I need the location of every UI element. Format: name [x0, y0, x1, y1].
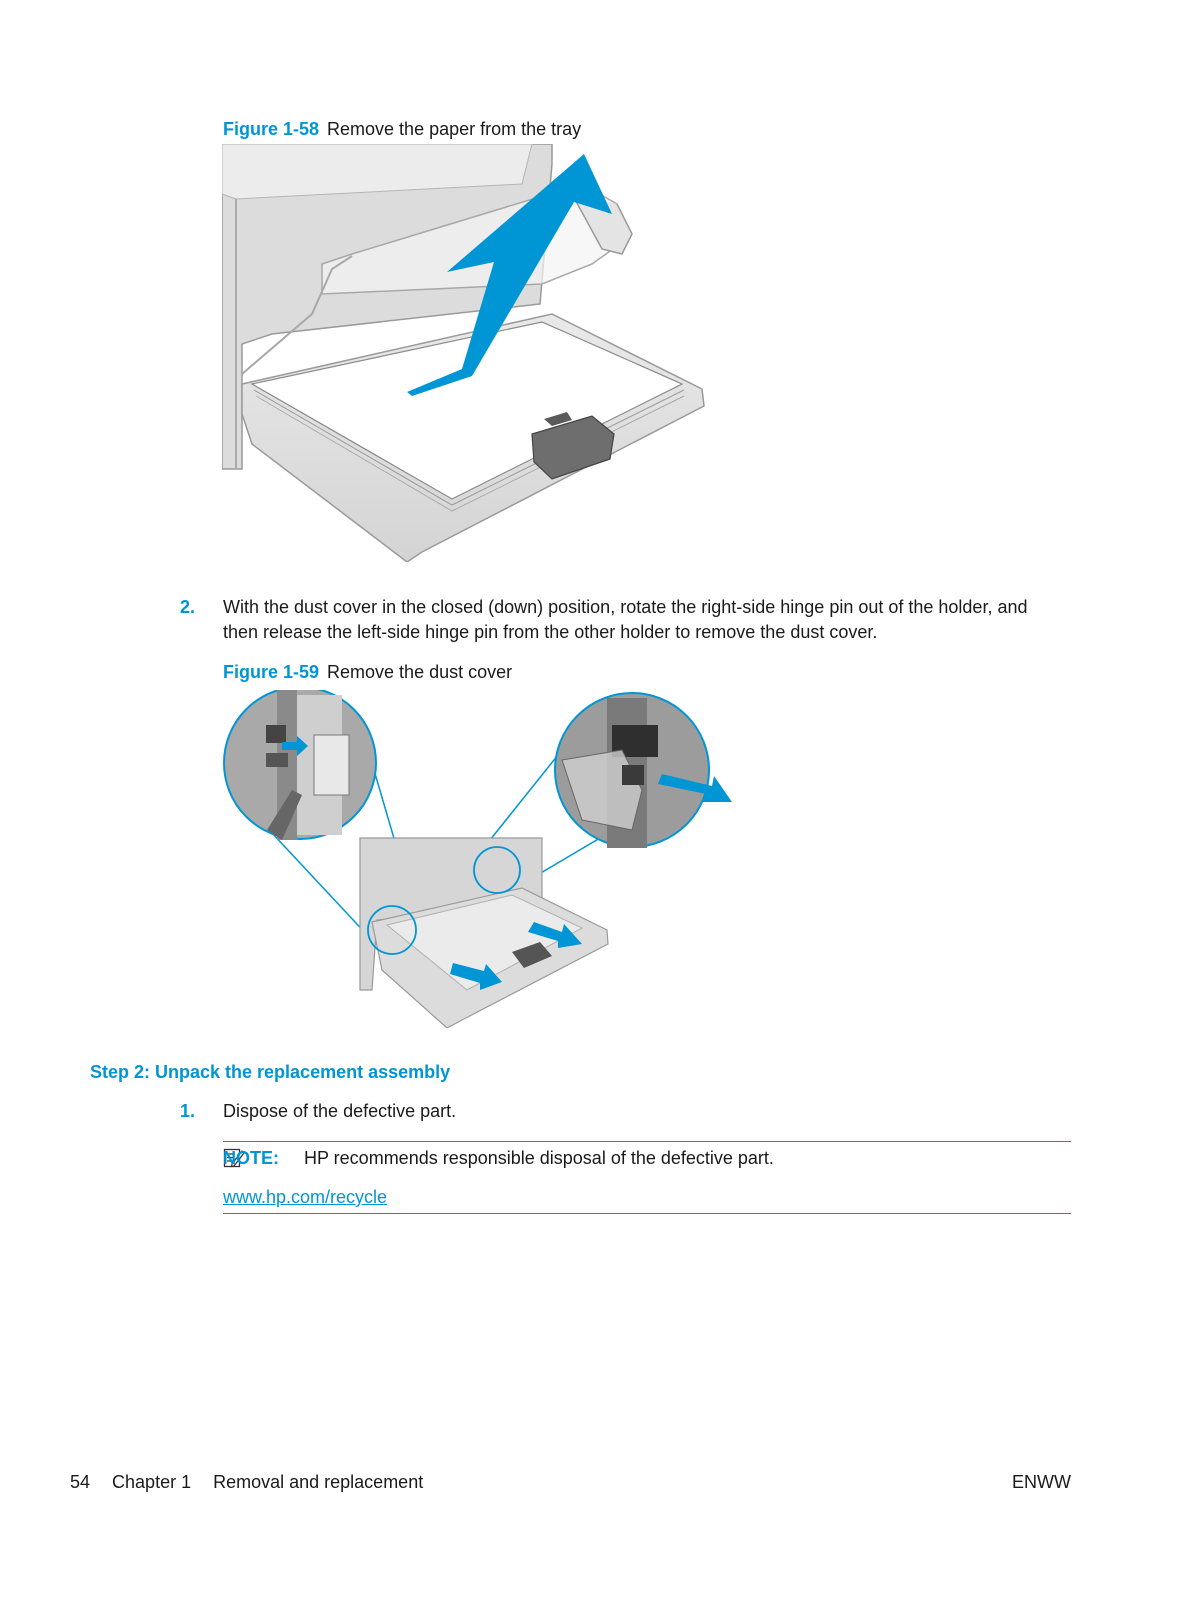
note-rule-top [223, 1141, 1071, 1142]
page-number: 54 [70, 1472, 91, 1492]
printer-with-tray [360, 838, 608, 1028]
figure-1-59-illustration [222, 690, 736, 1028]
step-text: Dispose of the defective part. [223, 1101, 457, 1121]
recycle-link[interactable]: www.hp.com/recycle [223, 1187, 388, 1207]
figure-caption-text: Remove the dust cover [327, 662, 513, 682]
note-label: NOTE: [223, 1148, 279, 1168]
section-heading: Step 2: Unpack the replacement assembly [90, 1062, 451, 1082]
note-text: HP recommends responsible disposal of the defective part. [304, 1148, 774, 1168]
figure-1-58-caption [223, 119, 581, 140]
left-hinge-zoom [224, 690, 376, 840]
figure-number: Figure 1-58 [223, 119, 320, 139]
step-number: 2. [180, 597, 196, 617]
figure-number: Figure 1-59 [223, 662, 320, 682]
step-number: 1. [180, 1101, 196, 1121]
note-content [223, 1146, 297, 1171]
chapter-label: Chapter 1 [112, 1472, 192, 1492]
chapter-title: Removal and replacement [213, 1472, 424, 1492]
figure-1-58-illustration [222, 144, 708, 562]
footer-left [70, 1472, 423, 1493]
step-text: With the dust cover in the closed (down) position, rotate the right-side hinge pin out of the holder, and then release the left-side hinge pin from the other holder to remove the dust cover. [223, 597, 1028, 642]
right-hinge-zoom [555, 693, 732, 848]
callout-line-right-1 [482, 755, 558, 850]
footer-right: ENWW [1012, 1472, 1071, 1492]
figure-caption-text: Remove the paper from the tray [327, 119, 582, 139]
note-rule-bottom [223, 1213, 1071, 1214]
figure-1-59-caption [223, 662, 512, 683]
